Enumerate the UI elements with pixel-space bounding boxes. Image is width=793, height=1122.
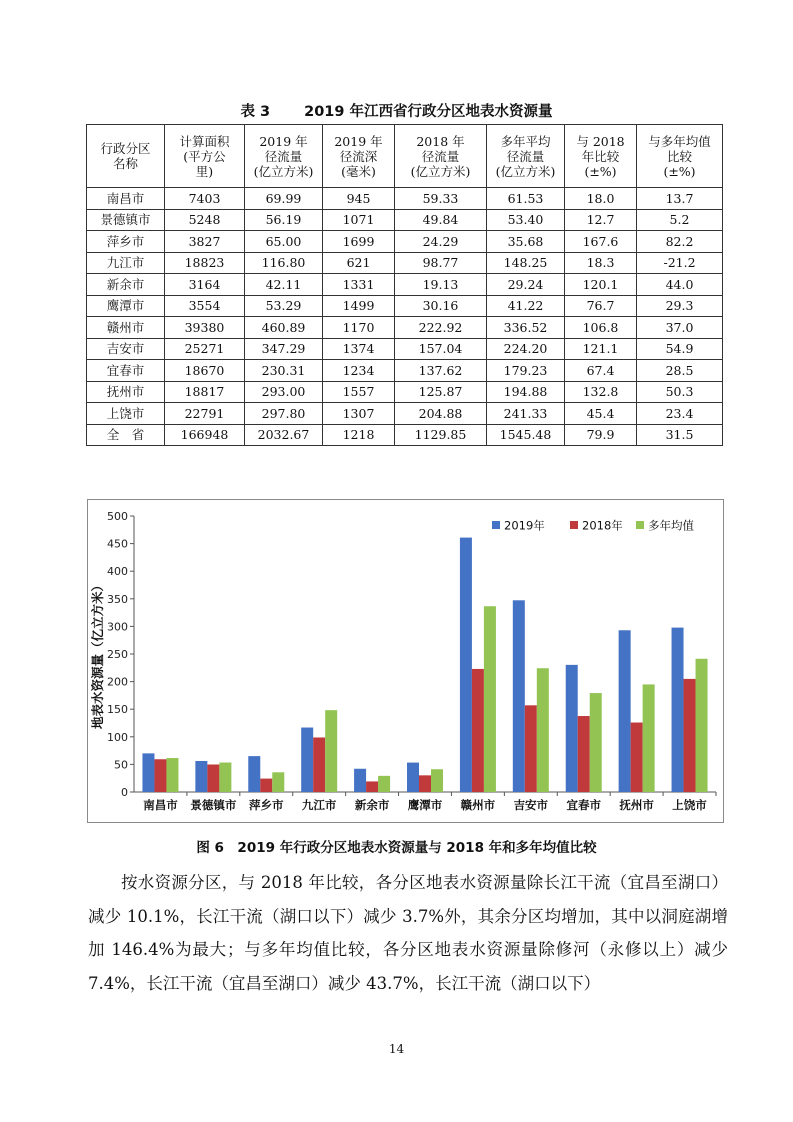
table-cell: 18.3 (565, 252, 637, 274)
table-cell: 1557 (323, 381, 395, 403)
table-cell: 166948 (165, 424, 245, 446)
table-cell: 44.0 (637, 274, 723, 296)
bar-2019年-上饶市 (672, 628, 684, 792)
table-cell: 179.23 (487, 360, 565, 382)
table-cell-region: 上饶市 (87, 403, 165, 425)
y-tick-label: 450 (107, 537, 128, 551)
table-cell-region: 赣州市 (87, 317, 165, 339)
bar-多年均值-宜春市 (590, 693, 602, 792)
table-cell: 121.1 (565, 338, 637, 360)
table-cell: 148.25 (487, 252, 565, 274)
table-cell: 19.13 (395, 274, 487, 296)
table-row (87, 338, 723, 360)
table-cell: 945 (323, 188, 395, 210)
bar-2019年-抚州市 (619, 630, 631, 792)
table-row (87, 424, 723, 446)
bar-2018年-萍乡市 (260, 779, 272, 792)
table-cell: 460.89 (245, 317, 323, 339)
bar-2019年-南昌市 (142, 753, 154, 792)
bar-多年均值-萍乡市 (272, 772, 284, 792)
legend-swatch-2019年 (492, 521, 500, 529)
table-cell: 116.80 (245, 252, 323, 274)
water-resources-table (86, 124, 723, 446)
y-tick-label: 300 (107, 620, 128, 634)
bar-多年均值-新余市 (378, 776, 390, 792)
table-cell: 79.9 (565, 424, 637, 446)
table-cell: 2032.67 (245, 424, 323, 446)
body-paragraph: 按水资源分区，与 2018 年比较，各分区地表水资源量除长江干流（宜昌至湖口）减少 10.1%，长江干流（湖口以下）减少 3.7%外，其余分区均增加，其中以洞庭湖增加 146.4%为最大；与多年均值比较，各分区地表水资源量除修河（永修以上）减少 7.4%，长江干流（宜昌至湖口）减少 43.7%，长江干流（湖口以下） (88, 873, 728, 993)
y-tick-label: 150 (107, 703, 128, 717)
table-cell: 30.16 (395, 295, 487, 317)
bar-2018年-鹰潭市 (419, 775, 431, 792)
bar-2019年-吉安市 (513, 600, 525, 792)
table-cell: 50.3 (637, 381, 723, 403)
table-row (87, 188, 723, 210)
table-cell: 49.84 (395, 209, 487, 231)
table-cell: 5.2 (637, 209, 723, 231)
table-cell: 1374 (323, 338, 395, 360)
table-cell: 5248 (165, 209, 245, 231)
table-cell: 37.0 (637, 317, 723, 339)
table-row (87, 231, 723, 253)
legend-label: 2018年 (582, 518, 623, 533)
table-cell: 18823 (165, 252, 245, 274)
y-tick-label: 200 (107, 675, 128, 689)
x-tick-label: 萍乡市 (249, 798, 284, 812)
bar-2018年-新余市 (366, 781, 378, 792)
table-cell: 25271 (165, 338, 245, 360)
table-cell-region: 全 省 (87, 424, 165, 446)
table-row (87, 274, 723, 296)
y-tick-label: 500 (107, 510, 128, 523)
header-region: 行政分区 名称 (87, 125, 165, 188)
table-cell: 157.04 (395, 338, 487, 360)
table-cell: 18.0 (565, 188, 637, 210)
table-cell: 61.53 (487, 188, 565, 210)
bar-2018年-景德镇市 (207, 764, 219, 792)
x-tick-label: 新余市 (354, 798, 390, 812)
table-cell: 1307 (323, 403, 395, 425)
table-cell: 39380 (165, 317, 245, 339)
table-cell: 24.29 (395, 231, 487, 253)
table-cell: 224.20 (487, 338, 565, 360)
bar-2019年-萍乡市 (248, 756, 260, 792)
table-cell: 230.31 (245, 360, 323, 382)
table-cell-region: 萍乡市 (87, 231, 165, 253)
table-cell: 3164 (165, 274, 245, 296)
table-cell-region: 南昌市 (87, 188, 165, 210)
bar-2018年-抚州市 (631, 723, 643, 792)
bar-多年均值-景德镇市 (219, 763, 231, 792)
y-tick-label: 350 (107, 592, 128, 606)
table-title (0, 100, 793, 121)
table-body (87, 188, 723, 446)
table-cell: 29.3 (637, 295, 723, 317)
bar-2019年-新余市 (354, 769, 366, 792)
y-tick-label: 50 (114, 758, 128, 772)
table-cell: 56.19 (245, 209, 323, 231)
table-cell-region: 景德镇市 (87, 209, 165, 231)
table-cell: 41.22 (487, 295, 565, 317)
table-cell: 336.52 (487, 317, 565, 339)
table-row (87, 360, 723, 382)
header-depth-2019: 2019 年 径流深 (毫米) (323, 125, 395, 188)
table-cell-region: 宜春市 (87, 360, 165, 382)
table-cell: 167.6 (565, 231, 637, 253)
x-tick-label: 上饶市 (672, 798, 707, 812)
header-runoff-2018: 2018 年 径流量 (亿立方米) (395, 125, 487, 188)
x-tick-label: 九江市 (301, 798, 337, 812)
table-cell: 106.8 (565, 317, 637, 339)
bar-多年均值-吉安市 (537, 668, 549, 792)
table-row (87, 317, 723, 339)
table-row (87, 381, 723, 403)
legend-swatch-2018年 (570, 521, 578, 529)
x-tick-label: 宜春市 (566, 798, 601, 812)
bar-多年均值-上饶市 (696, 659, 708, 792)
table-row (87, 252, 723, 274)
bar-2018年-南昌市 (154, 759, 166, 792)
header-vs-mean: 与多年均值 比较 (±%) (637, 125, 723, 188)
table-cell: 59.33 (395, 188, 487, 210)
table-cell: 1499 (323, 295, 395, 317)
x-tick-label: 鹰潭市 (407, 798, 443, 812)
y-tick-label: 250 (107, 648, 128, 661)
table-cell: 621 (323, 252, 395, 274)
y-axis-label: 地表水资源量（亿立方米） (90, 578, 105, 730)
table-cell: 69.99 (245, 188, 323, 210)
table-header-row (87, 125, 723, 188)
table-cell: 241.33 (487, 403, 565, 425)
table-cell: 1129.85 (395, 424, 487, 446)
bar-2018年-赣州市 (472, 669, 484, 792)
table-row (87, 403, 723, 425)
table-cell-region: 吉安市 (87, 338, 165, 360)
table-cell: 222.92 (395, 317, 487, 339)
table-cell: 7403 (165, 188, 245, 210)
table-cell-region: 鹰潭市 (87, 295, 165, 317)
bar-多年均值-赣州市 (484, 606, 496, 792)
table-row (87, 209, 723, 231)
bar-2019年-九江市 (301, 728, 313, 792)
table-cell: 65.00 (245, 231, 323, 253)
table-cell: 120.1 (565, 274, 637, 296)
table-cell: 204.88 (395, 403, 487, 425)
table-cell-region: 新余市 (87, 274, 165, 296)
bar-多年均值-抚州市 (643, 684, 655, 792)
table-cell-region: 抚州市 (87, 381, 165, 403)
table-cell-region: 九江市 (87, 252, 165, 274)
x-tick-label: 景德镇市 (190, 798, 237, 812)
table-cell: 1170 (323, 317, 395, 339)
table-cell: 125.87 (395, 381, 487, 403)
table-cell: 31.5 (637, 424, 723, 446)
header-area: 计算面积 (平方公 里) (165, 125, 245, 188)
bar-多年均值-九江市 (325, 710, 337, 792)
table-number: 表 3 (240, 104, 271, 120)
table-cell: 297.80 (245, 403, 323, 425)
bar-2018年-宜春市 (578, 716, 590, 792)
table-cell: 22791 (165, 403, 245, 425)
x-tick-label: 吉安市 (513, 798, 549, 812)
table-cell: 1545.48 (487, 424, 565, 446)
header-vs-2018: 与 2018 年比较 (±%) (565, 125, 637, 188)
table-caption: 2019 年江西省行政分区地表水资源量 (304, 104, 553, 120)
x-tick-label: 抚州市 (619, 798, 654, 812)
table-cell: 3554 (165, 295, 245, 317)
table-cell: 132.8 (565, 381, 637, 403)
table-cell: 12.7 (565, 209, 637, 231)
table-cell: 53.29 (245, 295, 323, 317)
table-cell: 98.77 (395, 252, 487, 274)
header-runoff-2019: 2019 年 径流量 (亿立方米) (245, 125, 323, 188)
bar-chart-svg (88, 500, 725, 824)
table-cell: 35.68 (487, 231, 565, 253)
table-cell: 45.4 (565, 403, 637, 425)
table-cell: 18670 (165, 360, 245, 382)
bar-2018年-吉安市 (525, 705, 537, 792)
legend-label: 2019年 (504, 518, 545, 533)
table-cell: 76.7 (565, 295, 637, 317)
x-tick-label: 南昌市 (143, 798, 178, 812)
table-cell: 1699 (323, 231, 395, 253)
table-cell: 1234 (323, 360, 395, 382)
table-cell: 1218 (323, 424, 395, 446)
table-cell: 18817 (165, 381, 245, 403)
table-cell: 82.2 (637, 231, 723, 253)
bar-多年均值-南昌市 (166, 758, 178, 792)
bar-2019年-景德镇市 (195, 761, 207, 792)
page-number: 14 (388, 1042, 405, 1056)
bar-多年均值-鹰潭市 (431, 769, 443, 792)
bar-2019年-鹰潭市 (407, 763, 419, 792)
table-cell: 1071 (323, 209, 395, 231)
bar-2019年-赣州市 (460, 538, 472, 792)
y-tick-label: 400 (107, 565, 128, 579)
x-tick-label: 赣州市 (460, 798, 496, 812)
legend-swatch-多年均值 (636, 521, 644, 529)
table-cell: 54.9 (637, 338, 723, 360)
figure-caption: 图 6 2019 年行政分区地表水资源量与 2018 年和多年均值比较 (196, 840, 597, 856)
header-runoff-mean: 多年平均 径流量 (亿立方米) (487, 125, 565, 188)
bar-2019年-宜春市 (566, 665, 578, 792)
bar-2018年-九江市 (313, 737, 325, 792)
table-cell: 53.40 (487, 209, 565, 231)
table-cell: 347.29 (245, 338, 323, 360)
table-cell: 28.5 (637, 360, 723, 382)
legend-label: 多年均值 (648, 518, 694, 533)
table-cell: 23.4 (637, 403, 723, 425)
y-tick-label: 100 (107, 730, 128, 744)
bar-2018年-上饶市 (684, 679, 696, 792)
y-tick-label: 0 (121, 786, 128, 799)
table-cell: 67.4 (565, 360, 637, 382)
table-cell: 42.11 (245, 274, 323, 296)
table-cell: 13.7 (637, 188, 723, 210)
table-cell: 1331 (323, 274, 395, 296)
table-cell: 293.00 (245, 381, 323, 403)
bar-chart (87, 499, 724, 823)
table-row (87, 295, 723, 317)
table-cell: 29.24 (487, 274, 565, 296)
table-cell: 3827 (165, 231, 245, 253)
table-cell: 137.62 (395, 360, 487, 382)
table-cell: 194.88 (487, 381, 565, 403)
table-cell: -21.2 (637, 252, 723, 274)
